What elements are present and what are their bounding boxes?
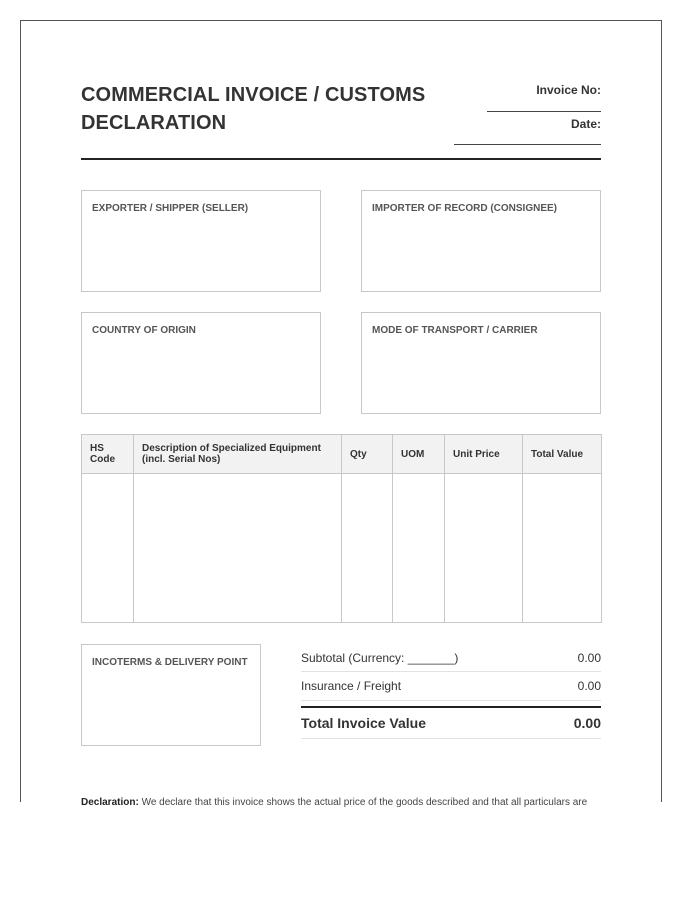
table-header-row	[82, 435, 602, 474]
invoice-no-label: Invoice No:	[536, 83, 601, 97]
column-header-unit-price: Unit Price	[445, 435, 523, 474]
incoterms-box[interactable]	[81, 644, 261, 746]
insurance-freight-label: Insurance / Freight	[301, 679, 402, 693]
insurance-freight-row	[301, 672, 601, 701]
declaration-label: Declaration:	[81, 797, 139, 808]
invoice-no-field[interactable]	[487, 111, 601, 112]
invoice-page	[20, 20, 662, 808]
subtotal-value: 0.00	[577, 651, 601, 665]
importer-label: IMPORTER OF RECORD (CONSIGNEE)	[372, 203, 558, 214]
column-header-description: Description of Specialized Equipment (incl. Serial Nos)	[134, 435, 342, 474]
items-table	[81, 434, 602, 623]
total-value-cell[interactable]	[523, 474, 602, 623]
exporter-label: EXPORTER / SHIPPER (SELLER)	[92, 203, 249, 214]
totals-section	[301, 645, 601, 739]
incoterms-label: INCOTERMS & DELIVERY POINT	[92, 657, 248, 668]
importer-box[interactable]	[361, 190, 601, 292]
column-header-total-value: Total Value	[523, 435, 602, 474]
exporter-box[interactable]	[81, 190, 321, 292]
header-divider	[81, 158, 601, 160]
hs-code-cell[interactable]	[82, 474, 134, 623]
country-of-origin-box[interactable]	[81, 312, 321, 414]
total-invoice-row	[301, 706, 601, 739]
column-header-qty: Qty	[342, 435, 393, 474]
unit-price-cell[interactable]	[445, 474, 523, 623]
transport-label: MODE OF TRANSPORT / CARRIER	[372, 325, 538, 336]
declaration-body: We declare that this invoice shows the actual price of the goods described and that all particulars are	[141, 797, 588, 808]
date-label: Date:	[570, 117, 601, 131]
subtotal-row	[301, 645, 601, 672]
total-invoice-label: Total Invoice Value	[301, 715, 427, 731]
table-row	[82, 474, 602, 623]
declaration-text	[81, 797, 601, 808]
qty-cell[interactable]	[342, 474, 393, 623]
uom-cell[interactable]	[393, 474, 445, 623]
total-invoice-value: 0.00	[573, 715, 601, 731]
document-title: COMMERCIAL INVOICE / CUSTOMS DECLARATION	[81, 84, 426, 134]
description-cell[interactable]	[134, 474, 342, 623]
transport-box[interactable]	[361, 312, 601, 414]
column-header-hs-code: HS Code	[82, 435, 134, 474]
country-of-origin-label: COUNTRY OF ORIGIN	[92, 325, 196, 336]
column-header-uom: UOM	[393, 435, 445, 474]
insurance-freight-value: 0.00	[577, 679, 601, 693]
subtotal-label: Subtotal (Currency: _______)	[301, 651, 459, 665]
date-field[interactable]	[454, 144, 601, 145]
